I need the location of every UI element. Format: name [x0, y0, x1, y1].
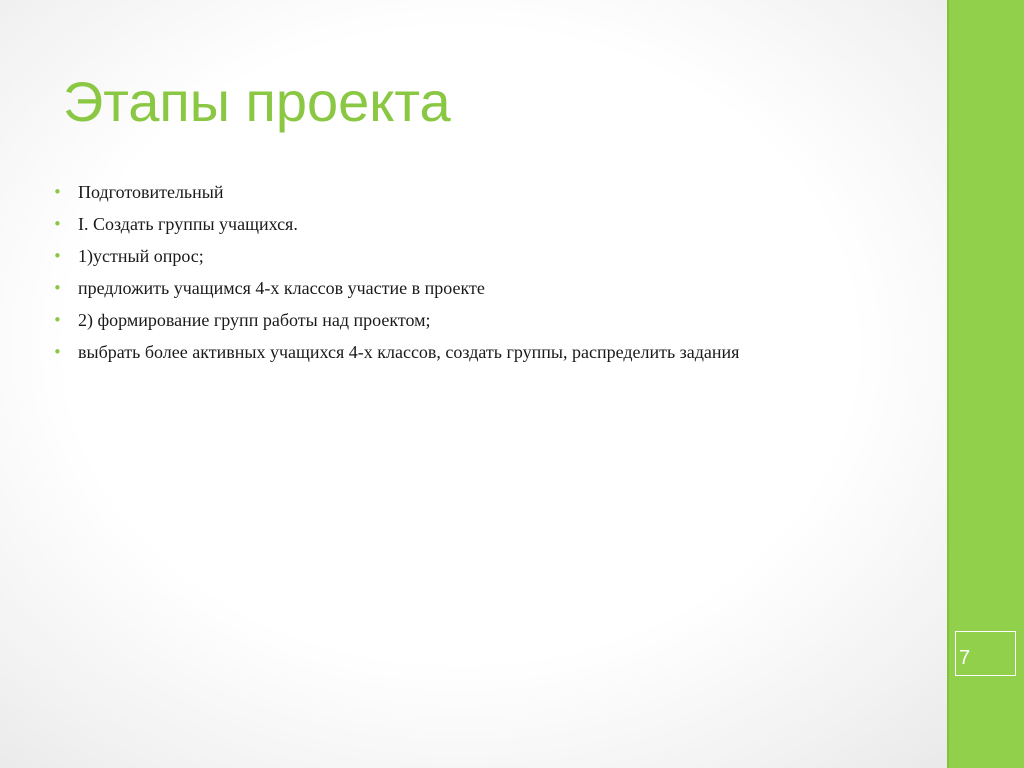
- bullet-text: I. Создать группы учащихся.: [78, 214, 298, 234]
- bullet-marker: •: [53, 215, 62, 233]
- bullet-item: [53, 181, 853, 203]
- page-number: 7: [955, 631, 1016, 676]
- bullet-text: 2) формирование групп работы над проектом;: [78, 310, 431, 330]
- bullet-marker: •: [53, 311, 62, 329]
- bullet-item: [53, 245, 853, 267]
- slide-title: Этапы проекта: [63, 70, 451, 133]
- bullet-text: предложить учащимся 4-х классов участие в проекте: [78, 278, 485, 298]
- bullet-marker: •: [53, 183, 62, 201]
- bullet-marker: •: [53, 279, 62, 297]
- bullet-marker: •: [53, 343, 62, 361]
- bullet-item: [53, 213, 853, 235]
- bullet-text: 1)устный опрос;: [78, 246, 204, 266]
- bullet-list: [53, 181, 853, 373]
- bullet-marker: •: [53, 247, 62, 265]
- bullet-item: [53, 341, 853, 363]
- bullet-item: [53, 309, 853, 331]
- bullet-item: [53, 277, 853, 299]
- bullet-text: выбрать более активных учащихся 4-х классов, создать группы, распределить задания: [78, 342, 740, 362]
- bullet-text: Подготовительный: [78, 182, 224, 202]
